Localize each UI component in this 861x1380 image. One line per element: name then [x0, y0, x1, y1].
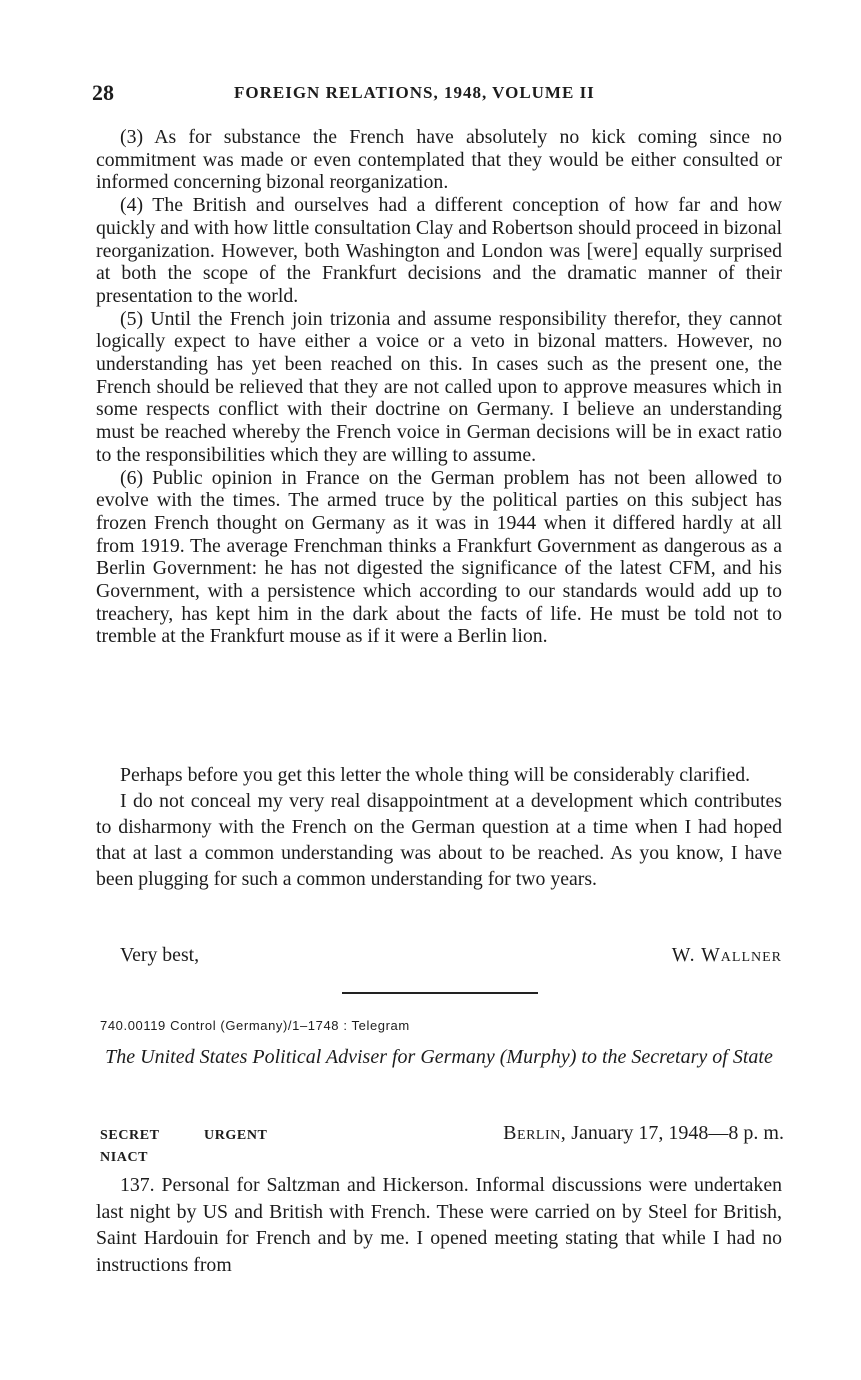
- letter-numbered-points: [96, 126, 782, 648]
- dateline-date: January 17, 1948—8 p. m.: [571, 1122, 784, 1144]
- letter-paragraph: (3) As for substance the French have absolutely no kick coming since no commitment was made or even contemplated that they would be either consulted or informed concerning bizonal reorganization.: [96, 126, 782, 194]
- classification-urgent: URGENT: [204, 1128, 268, 1143]
- closing-paragraph: I do not conceal my very real disappointment at a development which contributes to disharmony with the French on the German question at a time when I had hoped that at last a common understanding was about to be reached. As you know, I have been plugging for such a common understanding for two years.: [96, 790, 782, 890]
- running-head-title: FOREIGN RELATIONS, 1948, VOLUME II: [234, 83, 595, 102]
- page-number: 28: [92, 80, 114, 105]
- letter-closing: [96, 762, 782, 892]
- letter-paragraph: (6) Public opinion in France on the German problem has not been allowed to evolve with the times. The armed truce by the political parties on this subject has frozen French thought on Germany as it was in 1944 when it differed hardly at all from 1919. The average Frenchman thinks a Frankfurt Government as dangerous as a Berlin Government: he has not digested the significance of the latest CFM, and his Government, with a persistence which according to our standards would add up to treachery, has kept him in the dark about the facts of life. He must be told not to tremble at the Frankfurt mouse as if it were a Berlin lion.: [96, 466, 782, 648]
- signature-block: [96, 944, 782, 970]
- running-head: [92, 80, 652, 106]
- section-divider: [342, 992, 538, 994]
- telegram-body: [96, 1172, 782, 1278]
- signer-name: W. Wallner: [671, 944, 782, 966]
- dateline: [503, 1122, 784, 1145]
- salutation: Very best,: [120, 944, 200, 966]
- document-title: The United States Political Adviser for Germany (Murphy) to the Secretary of State: [105, 1046, 773, 1068]
- file-reference: 740.00119 Control (Germany)/1–1748 : Telegram: [100, 1018, 410, 1033]
- letter-paragraph: (5) Until the French join trizonia and assume responsibility therefor, they cannot logically expect to have either a voice or a veto in bizonal matters. However, no understanding has yet been reached on this. In cases such as the present one, the French should be relieved that they are not called upon to approve measures which in some respects conflict with their doctrine on Germany. I believe an understanding must be reached whereby the French voice in German decisions will be in exact ratio to the responsibilities which they are willing to assume.: [96, 307, 782, 466]
- classification-block: [100, 1122, 784, 1170]
- classification-secret: SECRET: [100, 1128, 160, 1143]
- dateline-city: Berlin,: [503, 1122, 567, 1144]
- closing-paragraph: Perhaps before you get this letter the whole thing will be considerably clarified.: [120, 764, 751, 786]
- letter-paragraph: (4) The British and ourselves had a different conception of how far and how quickly and with how little consultation Clay and Robertson should proceed in bizonal reorganization. However, both Washington and London was [were] equally surprised at both the scope of the Frankfurt decisions and the dramatic manner of their presentation to the world.: [96, 194, 782, 307]
- classification-niact: NIACT: [100, 1150, 149, 1165]
- telegram-paragraph: 137. Personal for Saltzman and Hickerson. Informal discussions were undertaken last night by US and British with French. These were carried on by Steel for British, Saint Hardouin for French and by me. I opened meeting stating that while I had no instructions from: [96, 1174, 782, 1276]
